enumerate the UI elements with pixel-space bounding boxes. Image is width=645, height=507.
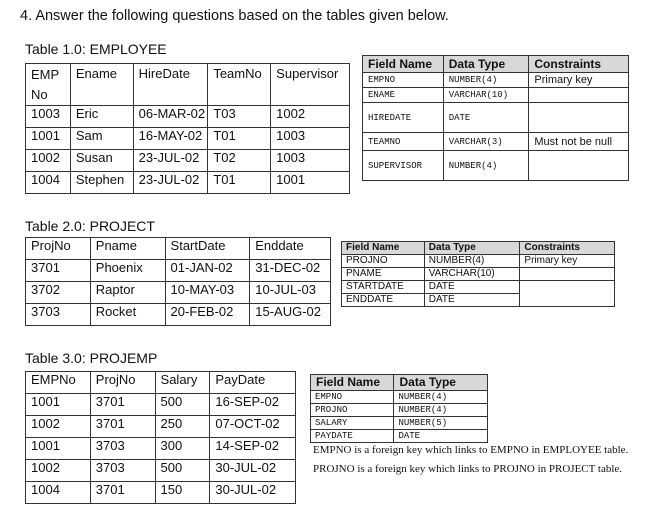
table-row <box>26 282 331 304</box>
schema-cell: DATE <box>443 103 529 133</box>
header-emp-line2: No <box>31 87 48 102</box>
header-cell: Enddate <box>250 238 331 260</box>
schema-cell <box>529 88 629 103</box>
schema-cell: ENDDATE <box>342 294 425 307</box>
schema-cell: ENAME <box>363 88 444 103</box>
table-cell: 20-FEB-02 <box>165 304 250 326</box>
table-cell: 1003 <box>271 150 350 172</box>
table-cell: 23-JUL-02 <box>133 172 208 194</box>
schema-header-cell: Constraints <box>520 242 615 255</box>
table-cell: 1002 <box>26 150 71 172</box>
schema-row <box>311 430 488 443</box>
schema-cell: NUMBER(4) <box>443 73 529 88</box>
schema-row <box>363 133 629 151</box>
schema-row <box>311 391 488 404</box>
schema-header-cell: Constraints <box>529 56 629 73</box>
table-cell: 1001 <box>26 128 71 150</box>
table3-caption: Table 3.0: PROJEMP <box>25 350 158 366</box>
schema-cell: STARTDATE <box>342 281 425 294</box>
table-cell: 23-JUL-02 <box>133 150 208 172</box>
projemp-schema-table <box>310 374 488 443</box>
table-cell: 300 <box>155 438 210 460</box>
schema-header-cell: Data Type <box>394 375 488 391</box>
schema-cell: TEAMNO <box>363 133 444 151</box>
schema-header-cell: Field Name <box>342 242 425 255</box>
schema-cell: PROJNO <box>342 255 425 268</box>
table-cell: 3701 <box>26 260 91 282</box>
header-cell: ProjNo <box>90 372 155 394</box>
schema-cell <box>529 103 629 133</box>
foreign-key-note-projno: PROJNO is a foreign key which links to PROJNO in PROJECT table. <box>313 463 623 475</box>
header-cell: Ename <box>70 64 133 106</box>
schema-cell <box>520 294 615 307</box>
table-row <box>26 416 296 438</box>
table-cell: 1001 <box>271 172 350 194</box>
table-cell: Phoenix <box>90 260 165 282</box>
header-cell: Pname <box>90 238 165 260</box>
header-emp-line1: EMP <box>31 67 60 82</box>
schema-cell <box>520 281 615 294</box>
schema-header-cell: Data Type <box>424 242 520 255</box>
schema-cell: Must not be null <box>529 133 629 151</box>
table-cell: 14-SEP-02 <box>210 438 296 460</box>
project-schema-table <box>341 241 615 307</box>
table-cell: 1003 <box>26 106 71 128</box>
table-cell: Stephen <box>70 172 133 194</box>
schema-cell: NUMBER(4) <box>394 404 488 417</box>
table-cell: 1004 <box>26 172 71 194</box>
table-row <box>26 106 350 128</box>
schema-cell: PNAME <box>342 268 425 281</box>
table-cell: 3703 <box>90 438 155 460</box>
table2-caption: Table 2.0: PROJECT <box>25 218 155 234</box>
table-cell: 1002 <box>26 460 91 482</box>
table-cell: 15-AUG-02 <box>250 304 331 326</box>
table-header-row <box>26 238 331 260</box>
table-cell: 16-SEP-02 <box>210 394 296 416</box>
table-cell: 1002 <box>26 416 91 438</box>
schema-header-cell: Data Type <box>443 56 529 73</box>
header-cell: HireDate <box>133 64 208 106</box>
schema-row <box>363 151 629 181</box>
schema-cell: VARCHAR(3) <box>443 133 529 151</box>
table-cell: T01 <box>208 128 271 150</box>
table-cell: Sam <box>70 128 133 150</box>
table-header-row <box>26 64 350 106</box>
table-cell: 1004 <box>26 482 91 504</box>
question-text: 4. Answer the following questions based on the tables given below. <box>20 8 449 24</box>
table-cell: 07-OCT-02 <box>210 416 296 438</box>
table-row <box>26 438 296 460</box>
projemp-table <box>25 371 296 504</box>
schema-header-row <box>363 56 629 73</box>
schema-cell: NUMBER(4) <box>443 151 529 181</box>
header-cell: Supervisor <box>271 64 350 106</box>
schema-cell: NUMBER(4) <box>424 255 520 268</box>
table-cell: T01 <box>208 172 271 194</box>
schema-row <box>342 281 615 294</box>
table-row <box>26 150 350 172</box>
table-cell: Raptor <box>90 282 165 304</box>
schema-cell: EMPNO <box>311 391 394 404</box>
schema-row <box>342 268 615 281</box>
table-cell: 01-JAN-02 <box>165 260 250 282</box>
table-cell: 3701 <box>90 416 155 438</box>
schema-cell: Primary key <box>529 73 629 88</box>
schema-header-cell: Field Name <box>363 56 444 73</box>
table-cell: 31-DEC-02 <box>250 260 331 282</box>
schema-row <box>342 255 615 268</box>
table-cell: 30-JUL-02 <box>210 460 296 482</box>
schema-cell <box>529 151 629 181</box>
table-cell: 3702 <box>26 282 91 304</box>
header-cell: Salary <box>155 372 210 394</box>
schema-cell: SALARY <box>311 417 394 430</box>
table-cell: 1002 <box>271 106 350 128</box>
table-cell: 3701 <box>90 482 155 504</box>
table-cell: T03 <box>208 106 271 128</box>
foreign-key-note-empno: EMPNO is a foreign key which links to EMPNO in EMPLOYEE table. <box>313 444 629 456</box>
table-cell: 3701 <box>90 394 155 416</box>
schema-row <box>363 88 629 103</box>
employee-table <box>25 63 350 194</box>
schema-row <box>311 404 488 417</box>
header-cell: ProjNo <box>26 238 91 260</box>
table-cell: Susan <box>70 150 133 172</box>
schema-row <box>363 103 629 133</box>
table-cell: 10-JUL-03 <box>250 282 331 304</box>
schema-cell: DATE <box>394 430 488 443</box>
table1-caption: Table 1.0: EMPLOYEE <box>25 41 167 57</box>
table-header-row <box>26 372 296 394</box>
schema-cell: SUPERVISOR <box>363 151 444 181</box>
table-cell: Eric <box>70 106 133 128</box>
header-cell: TeamNo <box>208 64 271 106</box>
schema-cell: NUMBER(5) <box>394 417 488 430</box>
schema-cell: DATE <box>424 294 520 307</box>
table-cell: 3703 <box>26 304 91 326</box>
header-cell: PayDate <box>210 372 296 394</box>
schema-cell: Primary key <box>520 255 615 268</box>
schema-row <box>311 417 488 430</box>
table-cell: 30-JUL-02 <box>210 482 296 504</box>
table-row <box>26 128 350 150</box>
table-row <box>26 460 296 482</box>
table-row <box>26 394 296 416</box>
schema-cell: EMPNO <box>363 73 444 88</box>
schema-cell <box>520 268 615 281</box>
table-row <box>26 482 296 504</box>
table-cell: 1001 <box>26 394 91 416</box>
table-cell: 500 <box>155 394 210 416</box>
table-cell: 1001 <box>26 438 91 460</box>
schema-cell: HIREDATE <box>363 103 444 133</box>
schema-cell: PROJNO <box>311 404 394 417</box>
table-cell: 06-MAR-02 <box>133 106 208 128</box>
table-cell: 10-MAY-03 <box>165 282 250 304</box>
table-cell: 1003 <box>271 128 350 150</box>
project-table <box>25 237 331 326</box>
schema-cell: NUMBER(4) <box>394 391 488 404</box>
table-row <box>26 260 331 282</box>
header-cell: EMPNo <box>26 372 91 394</box>
header-cell: StartDate <box>165 238 250 260</box>
schema-row <box>342 294 615 307</box>
table-cell: T02 <box>208 150 271 172</box>
schema-cell: PAYDATE <box>311 430 394 443</box>
table-cell: 3703 <box>90 460 155 482</box>
schema-header-row <box>311 375 488 391</box>
schema-header-cell: Field Name <box>311 375 394 391</box>
table-cell: 16-MAY-02 <box>133 128 208 150</box>
employee-schema-table <box>362 55 629 181</box>
schema-cell: DATE <box>424 281 520 294</box>
table-row <box>26 172 350 194</box>
schema-cell: VARCHAR(10) <box>424 268 520 281</box>
schema-row <box>363 73 629 88</box>
table-cell: Rocket <box>90 304 165 326</box>
table-cell: 250 <box>155 416 210 438</box>
schema-cell: VARCHAR(10) <box>443 88 529 103</box>
header-cell <box>26 64 71 106</box>
table-cell: 500 <box>155 460 210 482</box>
schema-header-row <box>342 242 615 255</box>
table-cell: 150 <box>155 482 210 504</box>
table-row <box>26 304 331 326</box>
